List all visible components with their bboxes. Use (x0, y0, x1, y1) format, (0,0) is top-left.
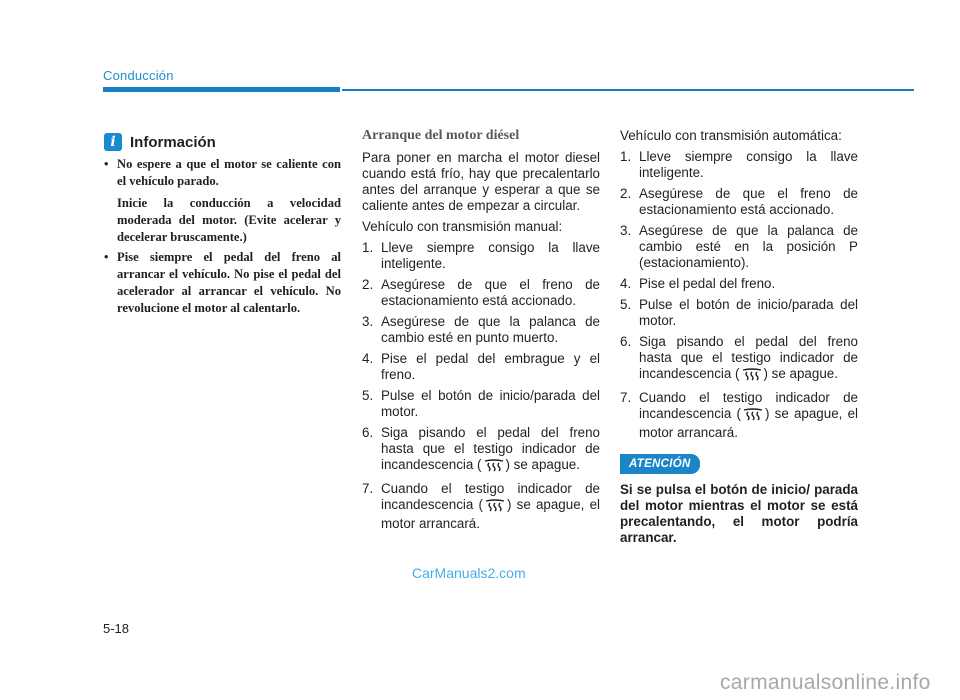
step-item: 5. Pulse el botón de inicio/parada del motor. (620, 297, 858, 328)
diesel-heading: Arranque del motor diésel (362, 128, 520, 143)
info-bullet-subtext: Inicie la conducción a velocidad moderada del motor. (Evite acelerar y decelerar bruscamente.) (117, 196, 341, 244)
info-bullet-text: No espere a que el motor se caliente con el vehículo parado. (117, 157, 341, 188)
step-item: 6. Siga pisando el pedal del freno hasta que el testigo indicador de incandescencia ( ) se apague. (620, 334, 858, 385)
automatic-title: Vehículo con transmisión automática: (620, 128, 842, 143)
page-number: 5-18 (103, 621, 130, 636)
caution-text: Si se pulsa el botón de inicio/ parada del motor mientras el motor se está precalentando, el motor podría arrancar. (620, 482, 858, 545)
step-item: 1. Lleve siempre consigo la llave inteligente. (362, 240, 600, 271)
step-item: 4. Pise el pedal del freno. (620, 276, 776, 291)
glow-plug-icon (485, 499, 505, 516)
step-item: 7. Cuando el testigo indicador de incandescencia ( ) se apague, el motor arrancará. (620, 390, 858, 440)
info-icon: i (104, 133, 122, 151)
step-item: 6. Siga pisando el pedal del freno hasta que el testigo indicador de incandescencia ( ) se apague. (362, 425, 600, 476)
info-heading (104, 133, 216, 151)
glow-plug-icon (742, 368, 762, 385)
step-item: 1. Lleve siempre consigo la llave inteligente. (620, 149, 858, 180)
info-column (104, 156, 341, 320)
manual-title: Vehículo con transmisión manual: (362, 219, 563, 234)
manual-steps (362, 240, 600, 532)
glow-plug-icon (743, 408, 763, 425)
info-bullet: • Pise siempre el pedal del freno al arrancar el vehículo. No pise el pedal del acelerador al arrancar el vehículo. No revolucione el motor al calentarlo. (104, 250, 341, 315)
step-item: 4. Pise el pedal del embrague y el freno. (362, 351, 600, 382)
step-item: 2. Asegúrese de que el freno de estacionamiento está accionado. (620, 186, 858, 217)
site-watermark[interactable]: CarManuals2.com (412, 565, 526, 581)
diesel-intro: Para poner en marcha el motor diesel cuando está frío, hay que precalentarlo antes del arranque y esperar a que se caliente antes de empezar a circular. (362, 150, 600, 213)
caution-badge: ATENCIÓN (620, 454, 700, 474)
header-rule-thick (103, 87, 340, 92)
step-item: 7. Cuando el testigo indicador de incandescencia ( ) se apague, el motor arrancará. (362, 481, 600, 531)
header-rule-thin (342, 89, 914, 91)
step-item: 5. Pulse el botón de inicio/parada del motor. (362, 388, 600, 419)
automatic-steps (620, 149, 858, 441)
footer-watermark: carmanualsonline.info (720, 671, 931, 694)
automatic-column (620, 128, 858, 546)
glow-plug-icon (484, 459, 504, 476)
step-item: 3. Asegúrese de que la palanca de cambio esté en punto muerto. (362, 314, 600, 345)
section-title: Conducción (103, 68, 174, 83)
step-item: 2. Asegúrese de que el freno de estacionamiento está accionado. (362, 277, 600, 308)
info-bullet: • No espere a que el motor se caliente con el vehículo parado. Inicie la conducción a velocidad moderada del motor. (Evite acelerar y decelerar bruscamente.) (104, 157, 341, 244)
manual-column (362, 128, 600, 537)
info-title: Información (130, 133, 216, 151)
info-bullet-text: Pise siempre el pedal del freno al arrancar el vehículo. No pise el pedal del acelerador al arrancar el vehículo. No revolucione el motor al calentarlo. (117, 250, 341, 315)
step-item: 3. Asegúrese de que la palanca de cambio esté en la posición P (estacionamiento). (620, 223, 858, 270)
